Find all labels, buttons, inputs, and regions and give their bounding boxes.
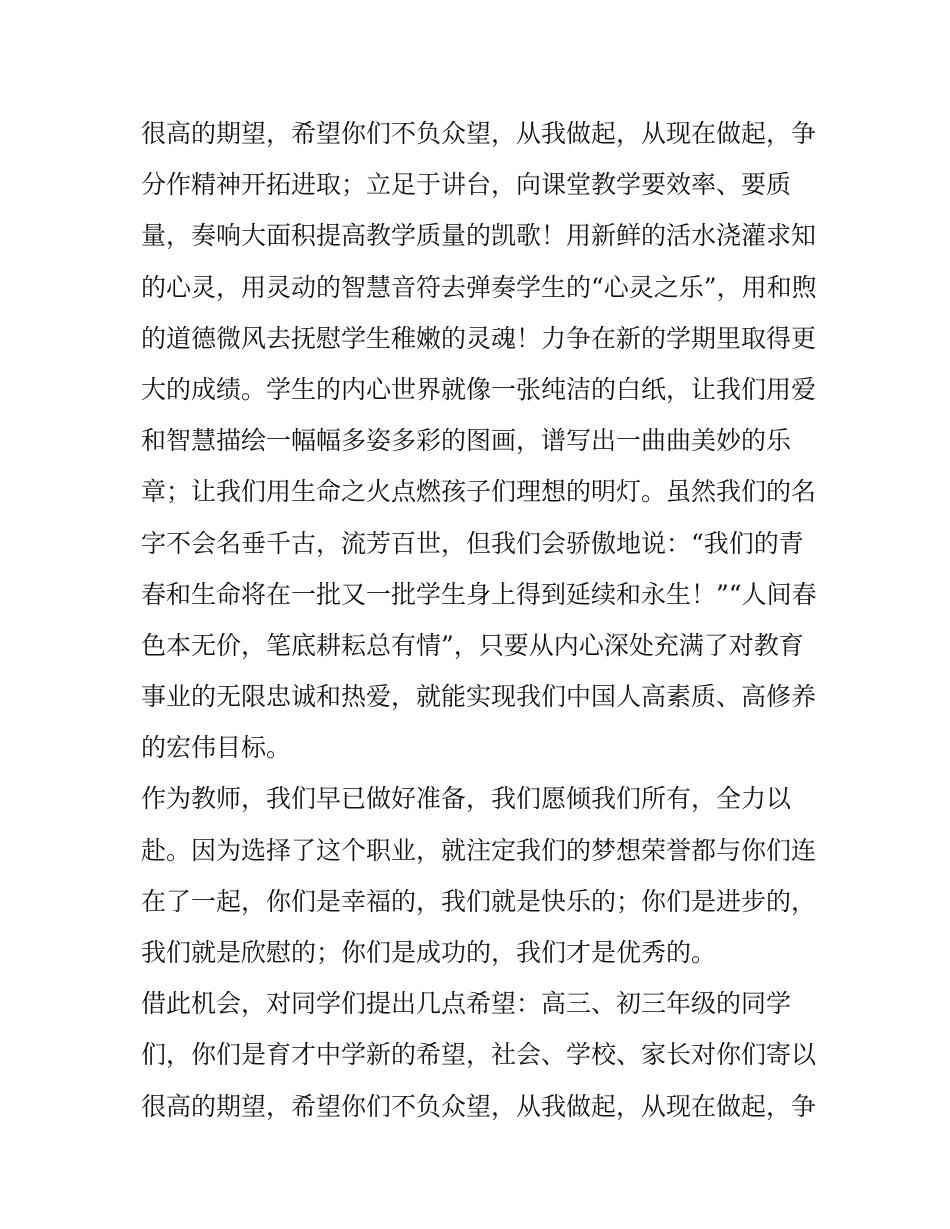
- text-line: 很高的期望，希望你们不负众望，从我做起，从现在做起，争: [141, 1091, 817, 1121]
- text-line: 很高的期望，希望你们不负众望，从我做起，从现在做起，争: [141, 119, 817, 148]
- text-line: 赴。因为选择了这个职业，就注定我们的梦想荣誉都与你们连: [141, 835, 817, 865]
- text-line: 章；让我们用生命之火点燃孩子们理想的明灯。虽然我们的名: [141, 477, 817, 507]
- body-text: [141, 108, 821, 1132]
- text-line: 春和生命将在一批又一批学生身上得到延续和永生！”“人间春: [141, 579, 817, 609]
- text-line: 借此机会，对同学们提出几点希望：高三、初三年级的同学: [141, 989, 792, 1019]
- text-line: 在了一起，你们是幸福的，我们就是快乐的；你们是进步的，: [141, 886, 817, 916]
- text-line: 事业的无限忠诚和热爱，就能实现我们中国人高素质、高修养: [141, 682, 817, 712]
- text-line: 和智慧描绘一幅幅多姿多彩的图画，谱写出一曲曲美妙的乐: [141, 426, 792, 456]
- text-line: 分作精神开拓进取；立足于讲台，向课堂教学要效率、要质: [141, 170, 792, 200]
- text-line: 的心灵，用灵动的智慧音符去弹奏学生的“心灵之乐”，用和煦: [141, 272, 817, 302]
- text-line: 作为教师，我们早已做好准备，我们愿倾我们所有，全力以: [141, 784, 792, 814]
- text-line: 的宏伟目标。: [141, 733, 292, 763]
- text-line: 我们就是欣慰的；你们是成功的，我们才是优秀的。: [141, 938, 717, 967]
- text-line: 大的成绩。学生的内心世界就像一张纯洁的白纸，让我们用爱: [141, 374, 817, 404]
- text-line: 字不会名垂千古，流芳百世，但我们会骄傲地说：“我们的青: [141, 528, 804, 558]
- text-line: 量，奏响大面积提高教学质量的凯歌！用新鲜的活水浇灌求知: [141, 221, 817, 251]
- text-line: 色本无价，笔底耕耘总有情”，只要从内心深处充满了对教育: [141, 630, 804, 660]
- text-line: 的道德微风去抚慰学生稚嫩的灵魂！力争在新的学期里取得更: [141, 323, 817, 353]
- text-line: 们，你们是育才中学新的希望，社会、学校、家长对你们寄以: [141, 1040, 817, 1070]
